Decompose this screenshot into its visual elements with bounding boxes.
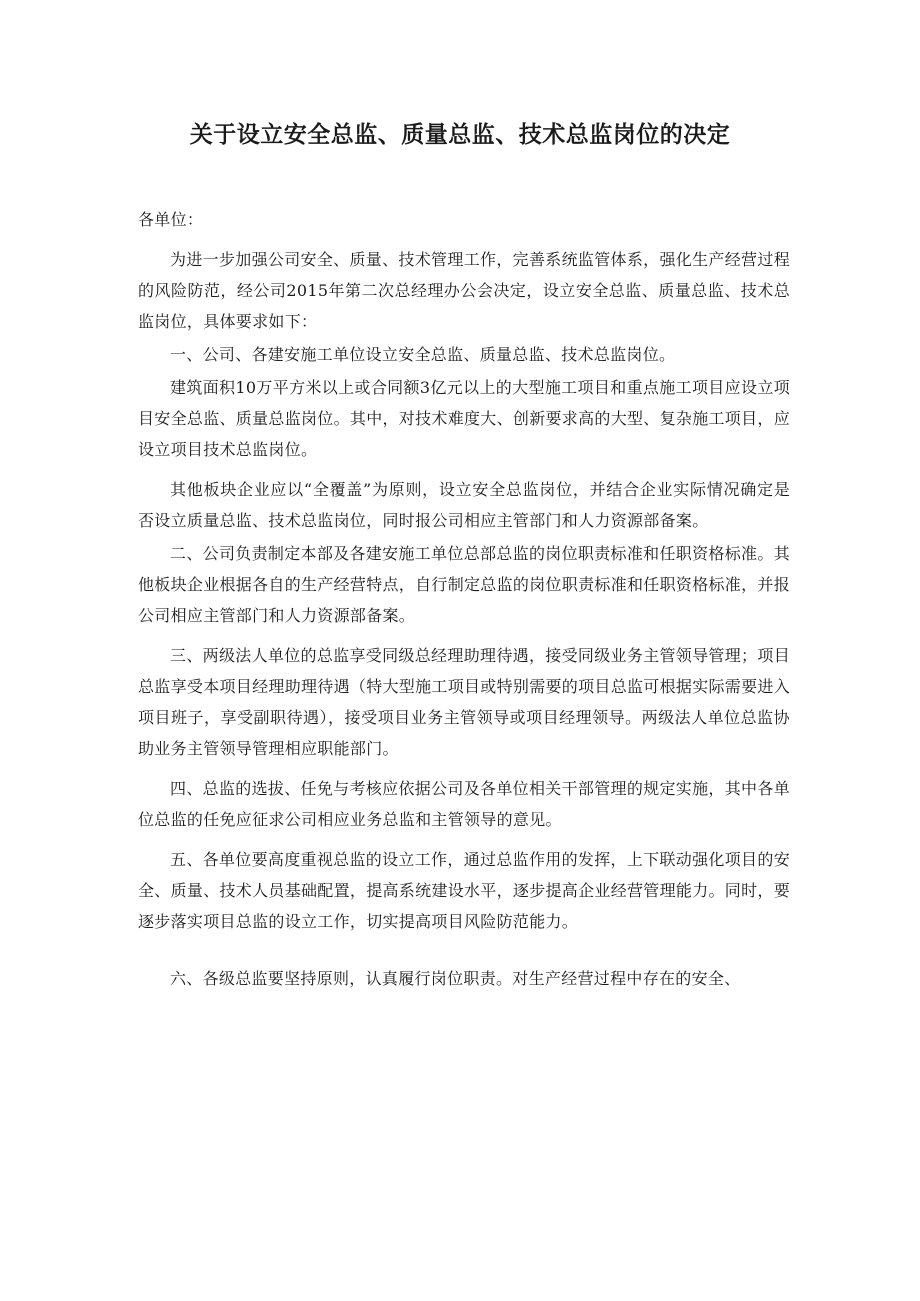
paragraph-item-1: 一、公司、各建安施工单位设立安全总监、质量总监、技术总监岗位。 bbox=[170, 345, 676, 364]
paragraph-intro: 为进一步加强公司安全、质量、技术管理工作，完善系统监管体系，强化生产经营过程的风险防范，经公司2015年第二次总经理办公会决定，设立安全总监、质量总监、技术总监岗位，具体要求如下： bbox=[138, 250, 790, 331]
paragraph-item-4: 四、总监的选拔、任免与考核应依据公司及各单位相关干部管理的规定实施，其中各单位总监的任免应征求公司相应业务总监和主管领导的意见。 bbox=[138, 779, 790, 829]
paragraph-item-5: 五、各单位要高度重视总监的设立工作，通过总监作用的发挥，上下联动强化项目的安全、质量、技术人员基础配置，提高系统建设水平，逐步提高企业经营管理能力。同时，要逐步落实项目总监的设立工作，切实提高项目风险防范能力。 bbox=[138, 850, 791, 931]
paragraph-item-1-other: 其他板块企业应以“全覆盖”为原则，设立安全总监岗位，并结合企业实际情况确定是否设立质量总监、技术总监岗位，同时报公司相应主管部门和人力资源部备案。 bbox=[138, 480, 790, 530]
document-body bbox=[138, 204, 790, 994]
salutation: 各单位： bbox=[138, 210, 204, 229]
paragraph-item-3: 三、两级法人单位的总监享受同级总经理助理待遇，接受同级业务主管领导管理；项目总监享受本项目经理助理待遇（特大型施工项目或特别需要的项目总监可根据实际需要进入项目班子，享受副职待遇），接受项目业务主管领导或项目经理领导。两级法人单位总监协助业务主管领导管理相应职能部门。 bbox=[138, 646, 791, 758]
paragraph-item-2: 二、公司负责制定本部及各建安施工单位总部总监的岗位职责标准和任职资格标准。其他板块企业根据各自的生产经营特点，自行制定总监的岗位职责标准和任职资格标准，并报公司相应主管部门和人力资源部备案。 bbox=[138, 544, 791, 625]
paragraph-item-1-projects: 建筑面积10万平方米以上或合同额3亿元以上的大型施工项目和重点施工项目应设立项目安全总监、质量总监岗位。其中，对技术难度大、创新要求高的大型、复杂施工项目，应设立项目技术总监岗位。 bbox=[138, 378, 791, 459]
document-title: 关于设立安全总监、质量总监、技术总监岗位的决定 bbox=[189, 122, 731, 148]
paragraph-item-6: 六、各级总监要坚持原则，认真履行岗位职责。对生产经营过程中存在的安全、 bbox=[170, 969, 741, 988]
